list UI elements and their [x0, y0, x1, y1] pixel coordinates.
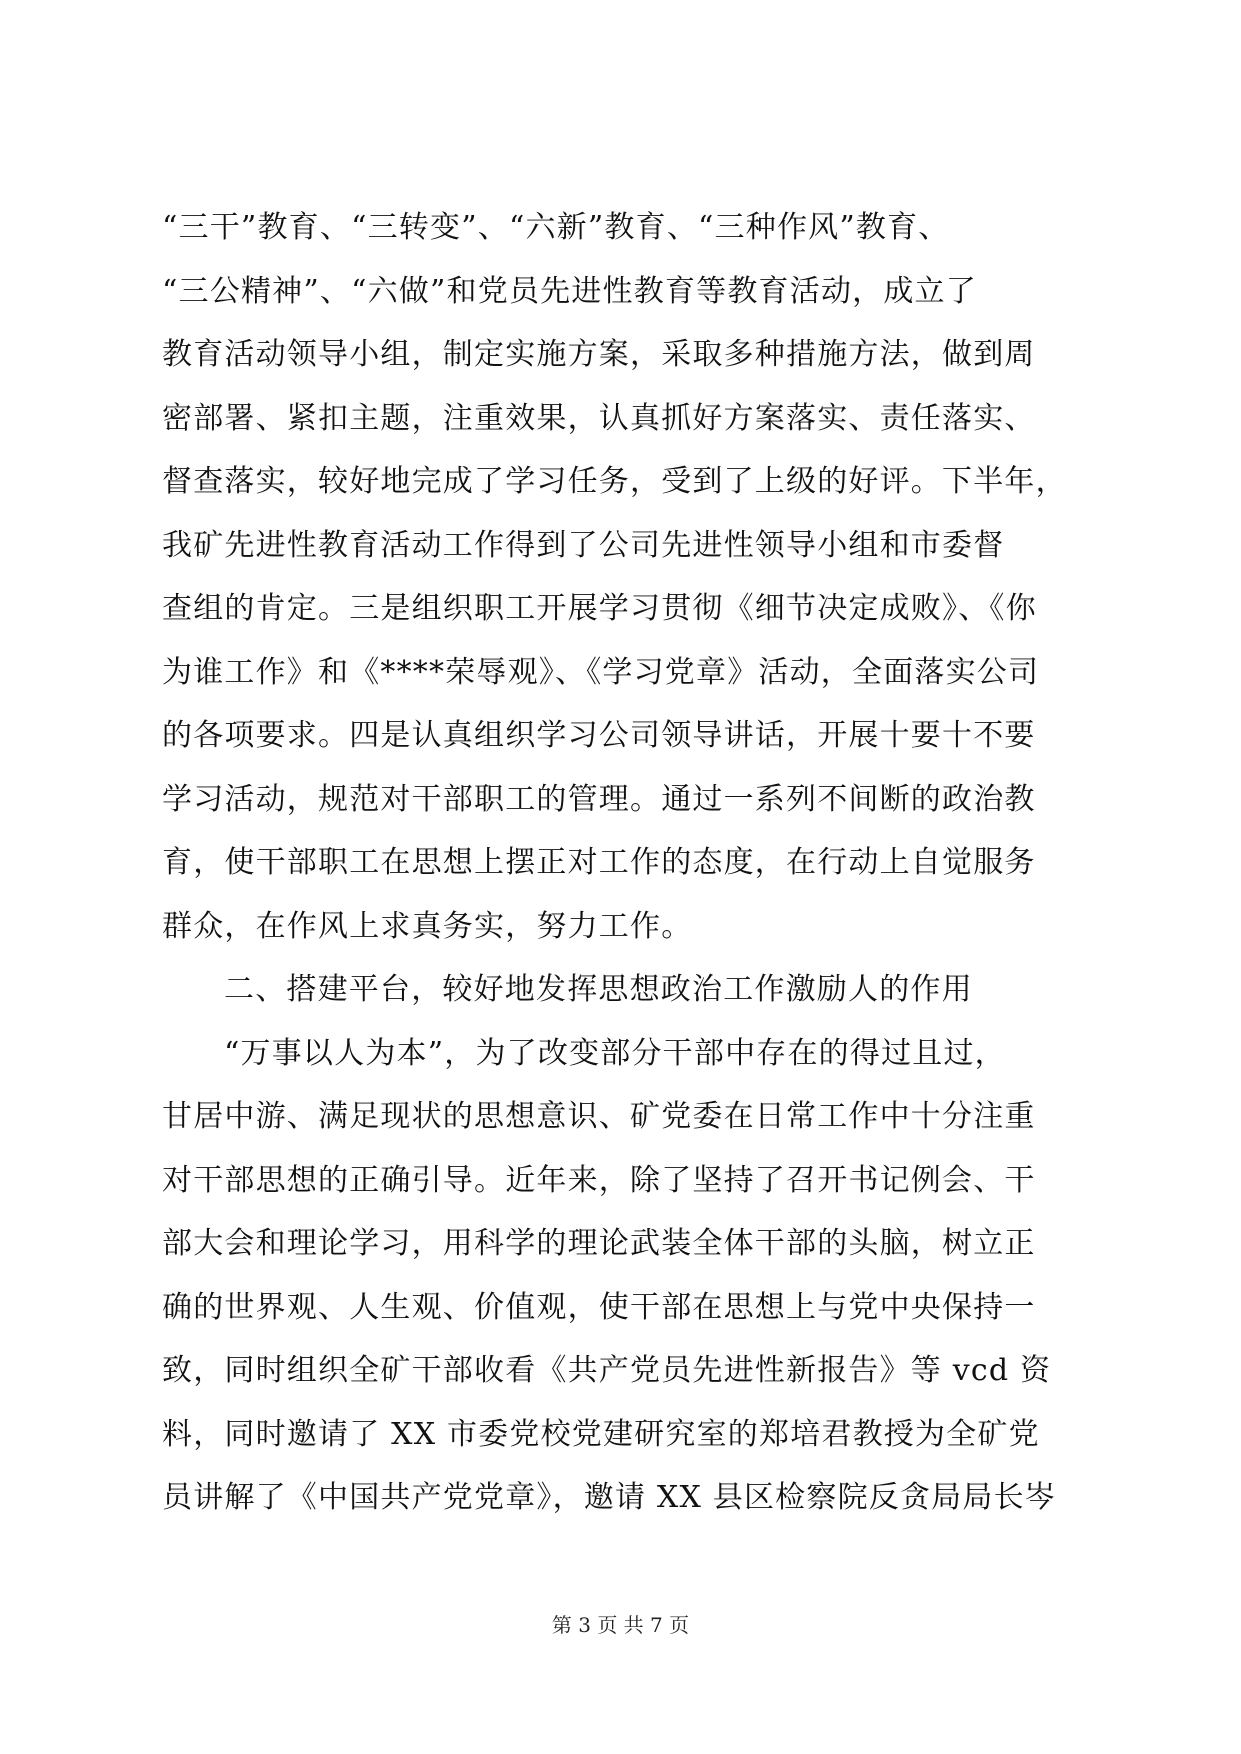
text-line: 我矿先进性教育活动工作得到了公司先进性领导小组和市委督 — [162, 527, 1005, 563]
text-line: 料，同时邀请了 XX 市委党校党建研究室的郑培君教授为全矿党 — [162, 1416, 1040, 1452]
text-line: 部大会和理论学习，用科学的理论武装全体干部的头脑，树立正 — [162, 1226, 1036, 1261]
text-line: 查组的肯定。三是组织职工开展学习贯彻《细节决定成败》、《你 — [162, 591, 1037, 626]
page-footer: 第 3 页 共 7 页 — [551, 1613, 690, 1637]
text-line: 督查落实，较好地完成了学习任务，受到了上级的好评。下半年， — [162, 464, 1067, 499]
body-text — [162, 196, 1082, 1530]
text-line: 为谁工作》和《****荣辱观》、《学习党章》活动，全面落实公司 — [162, 654, 1040, 690]
text-line: 密部署、紧扣主题，注重效果，认真抓好方案落实、责任落实、 — [162, 400, 1036, 436]
text-line: 的各项要求。四是认真组织学习公司领导讲话，开展十要十不要 — [162, 718, 1036, 753]
text-line: 致，同时组织全矿干部收看《共产党员先进性新报告》等 vcd 资 — [162, 1353, 1052, 1388]
text-line: 群众，在作风上求真务实，努力工作。 — [162, 908, 693, 944]
text-line: 甘居中游、满足现状的思想意识、矿党委在日常工作中十分注重 — [162, 1099, 1036, 1134]
text-line: “万事以人为本”，为了改变部分干部中存在的得过且过， — [224, 1035, 1006, 1071]
section-heading: 二、搭建平台，较好地发挥思想政治工作激励人的作用 — [224, 972, 973, 1007]
text-line: 育，使干部职工在思想上摆正对工作的态度，在行动上自觉服务 — [162, 845, 1036, 880]
text-line: 员讲解了《中国共产党党章》，邀请 XX 县区检察院反贪局局长岑 — [162, 1480, 1056, 1515]
text-line: “三干”教育、“三转变”、“六新”教育、“三种作风”教育、 — [162, 210, 950, 245]
text-line: 学习活动，规范对干部职工的管理。通过一系列不间断的政治教 — [162, 781, 1036, 817]
text-line: 对干部思想的正确引导。近年来，除了坚持了召开书记例会、干 — [162, 1162, 1036, 1198]
text-line: 确的世界观、人生观、价值观，使干部在思想上与党中央保持一 — [162, 1289, 1036, 1325]
text-line: 教育活动领导小组，制定实施方案，采取多种措施方法，做到周 — [162, 337, 1036, 372]
text-line: “三公精神”、“六做”和党员先进性教育等教育活动，成立了 — [162, 273, 977, 309]
